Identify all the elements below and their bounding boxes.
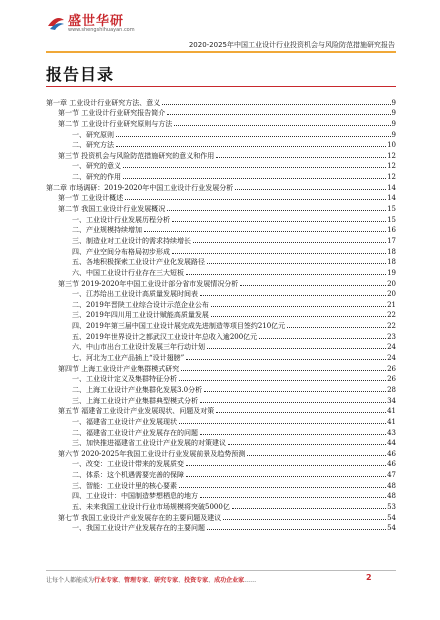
toc-leader-dots <box>207 263 386 264</box>
toc-leader-dots <box>144 231 386 232</box>
toc-leader-dots <box>186 476 386 477</box>
footer-divider <box>46 570 396 571</box>
toc-entry-page: 20 <box>387 290 396 299</box>
toc-entry-page: 43 <box>387 428 396 437</box>
toc-entry-title: 七、河北为工业产品插上“设计翅膀” <box>72 354 185 363</box>
footer-separator: 、 <box>178 577 185 584</box>
toc-entry-page: 12 <box>387 151 396 160</box>
toc-leader-dots <box>200 434 386 435</box>
toc-entry-title: 三、上海工业设计产业集群典型模式分析 <box>72 396 198 405</box>
footer-separator: 、 <box>118 577 125 584</box>
toc-entry[interactable] <box>46 117 396 128</box>
footer-separator: 、 <box>148 577 155 584</box>
toc-entry[interactable] <box>46 511 396 522</box>
toc-entry-page: 12 <box>387 173 396 182</box>
toc-entry[interactable] <box>46 468 396 479</box>
toc-entry[interactable] <box>46 458 396 469</box>
page-header <box>0 0 440 58</box>
toc-leader-dots <box>211 316 386 317</box>
toc-entry[interactable] <box>46 309 396 320</box>
toc-leader-dots <box>216 157 386 158</box>
toc-entry-page: 21 <box>387 300 396 309</box>
toc-entry[interactable] <box>46 213 396 224</box>
toc-entry[interactable] <box>46 437 396 448</box>
toc-leader-dots <box>232 508 386 509</box>
toc-entry[interactable] <box>46 405 396 416</box>
toc-entry[interactable] <box>46 362 396 373</box>
toc-entry-page: 48 <box>387 492 396 501</box>
toc-entry-page: 34 <box>387 396 396 405</box>
toc-entry[interactable] <box>46 426 396 437</box>
toc-entry-page: 10 <box>387 141 396 150</box>
toc-entry-title: 三、加快推进福建省工业设计产业发展的对策建议 <box>72 439 226 448</box>
footer-role: 行业专家 <box>94 577 119 584</box>
toc-entry[interactable] <box>46 107 396 118</box>
toc-entry-page: 24 <box>387 343 396 352</box>
toc-entry-page: 14 <box>387 183 396 192</box>
toc-entry-title: 五、2019年世界设计之都武汉工业设计年总收入逾200亿元 <box>72 332 258 341</box>
toc-leader-dots <box>240 285 386 286</box>
toc-entry-title: 第二节 工业设计行业研究原则与方法 <box>58 119 173 128</box>
toc-leader-dots <box>179 423 386 424</box>
toc-entry-page: 41 <box>387 407 396 416</box>
toc-entry[interactable] <box>46 490 396 501</box>
toc-entry-title: 一、研究的意义 <box>72 162 121 171</box>
footer-prefix: 让每个人都能成为 <box>46 577 95 584</box>
footer-roles <box>94 577 244 584</box>
toc-leader-dots <box>200 497 386 498</box>
toc-entry[interactable] <box>46 394 396 405</box>
toc-entry[interactable] <box>46 234 396 245</box>
toc-entry-page: 26 <box>387 375 396 384</box>
toc-leader-dots <box>204 391 386 392</box>
toc-entry[interactable] <box>46 288 396 299</box>
toc-leader-dots <box>186 359 386 360</box>
toc-leader-dots <box>228 444 386 445</box>
toc-entry-title: 第四节 上海工业设计产业集群模式研究 <box>58 364 180 373</box>
toc-entry[interactable] <box>46 245 396 256</box>
toc-entry-title: 第二章 市场调研：2019-2020年中国工业设计行业发展分析 <box>46 183 234 192</box>
toc-entry[interactable] <box>46 96 396 107</box>
toc-entry-page: 47 <box>387 471 396 480</box>
toc-entry-page: 9 <box>391 130 396 139</box>
toc-leader-dots <box>172 253 386 254</box>
toc-leader-dots <box>123 178 386 179</box>
toc-entry-page: 44 <box>387 439 396 448</box>
toc-entry-title: 第一节 工业设计行业研究报告简介 <box>58 109 166 118</box>
toc-entry-title: 第五节 福建省工业设计产业发展现状、问题及对策 <box>58 407 215 416</box>
toc-entry-title: 二、上海工业设计产业集群化发展3.0分析 <box>72 385 203 394</box>
toc-entry-page: 15 <box>387 215 396 224</box>
toc-leader-dots <box>223 519 386 520</box>
toc-leader-dots <box>162 104 390 105</box>
toc-entry-title: 第七节 我国工业设计产业发展存在的主要问题及建议 <box>58 513 222 522</box>
toc-entry-title: 三、2019年四川用工业设计赋能高质量发展 <box>72 311 209 320</box>
toc-entry[interactable] <box>46 341 396 352</box>
toc-entry[interactable] <box>46 373 396 384</box>
toc-entry[interactable] <box>46 415 396 426</box>
toc-entry-title: 三、制造业对工业设计的需求持续增长 <box>72 236 191 245</box>
toc-entry-page: 12 <box>387 162 396 171</box>
toc-entry-page: 20 <box>387 279 396 288</box>
toc-leader-dots <box>167 210 386 211</box>
toc-leader-dots <box>287 327 386 328</box>
toc-entry-page: 9 <box>391 119 396 128</box>
toc-entry-page: 54 <box>387 513 396 522</box>
toc-entry[interactable] <box>46 479 396 490</box>
toc-entry[interactable] <box>46 139 396 150</box>
toc-leader-dots <box>259 338 386 339</box>
toc-entry[interactable] <box>46 500 396 511</box>
footer-separator: 、 <box>208 577 215 584</box>
toc-entry-title: 六、中国工业设计行业存在三大短板 <box>72 268 184 277</box>
toc-entry[interactable] <box>46 149 396 160</box>
toc-entry[interactable] <box>46 192 396 203</box>
toc-entry-title: 四、工业设计：中国制造梦想栖息的地方 <box>72 492 198 501</box>
toc-entry-page: 17 <box>387 236 396 245</box>
toc-entry-title: 二、体系：这个机遇需要完善的保障 <box>72 471 184 480</box>
toc-entry-page: 48 <box>387 481 396 490</box>
toc-leader-dots <box>211 306 386 307</box>
toc-leader-dots <box>235 189 386 190</box>
toc-leader-dots <box>207 529 386 530</box>
toc-leader-dots <box>181 370 386 371</box>
toc-entry-page: 15 <box>387 205 396 214</box>
toc-entry-page: 54 <box>387 524 396 533</box>
toc-heading: 报告目录 <box>46 65 115 84</box>
toc-heading-divider <box>46 86 396 87</box>
toc-entry-title: 第一节 工业设计概述 <box>58 194 124 203</box>
toc-leader-dots <box>179 487 386 488</box>
toc-entry[interactable] <box>46 256 396 267</box>
toc-entry-page: 18 <box>387 247 396 256</box>
toc-entry-page: 23 <box>387 332 396 341</box>
header-divider <box>46 51 396 53</box>
toc-entry-title: 二、研究的作用 <box>72 173 121 182</box>
toc-leader-dots <box>123 167 386 168</box>
company-logo <box>46 8 166 38</box>
toc-entry[interactable] <box>46 522 396 533</box>
page-number: 2 <box>366 573 372 582</box>
toc-entry[interactable] <box>46 277 396 288</box>
toc-entry[interactable] <box>46 181 396 192</box>
toc-entry-page: 9 <box>391 98 396 107</box>
footer-role: 管理专家 <box>124 577 149 584</box>
toc-entry[interactable] <box>46 447 396 458</box>
toc-entry-page: 16 <box>387 226 396 235</box>
toc-entry-title: 一、研究原则 <box>72 130 114 139</box>
toc-entry-title: 二、2019年晋陕工业综合设计示范企业公布 <box>72 300 209 309</box>
toc-entry-title: 三、智能：工业设计里的核心要素 <box>72 481 177 490</box>
toc-leader-dots <box>125 199 386 200</box>
toc-entry[interactable] <box>46 128 396 139</box>
toc-entry-page: 26 <box>387 364 396 373</box>
toc-entry-page: 22 <box>387 311 396 320</box>
toc-entry-page: 22 <box>387 322 396 331</box>
toc-leader-dots <box>186 274 386 275</box>
toc-entry[interactable] <box>46 170 396 181</box>
toc-leader-dots <box>116 136 391 137</box>
toc-entry-page: 9 <box>391 109 396 118</box>
toc-entry[interactable] <box>46 298 396 309</box>
toc-entry-title: 二、产业规模持续增加 <box>72 226 142 235</box>
toc-leader-dots <box>174 125 390 126</box>
report-title: 2020-2025年中国工业设计行业投资机会与风险防范措施研究报告 <box>188 41 395 49</box>
toc-entry-page: 24 <box>387 354 396 363</box>
toc-entry[interactable] <box>46 319 396 330</box>
toc-entry-title: 第六节 2020-2025年我国工业设计行业发展前景及趋势预测 <box>58 449 246 458</box>
toc-leader-dots <box>186 465 386 466</box>
toc-entry-page: 46 <box>387 460 396 469</box>
toc-entry-title: 第一章 工业设计行业研究方法、意义 <box>46 98 161 107</box>
toc-leader-dots <box>179 380 386 381</box>
table-of-contents <box>46 96 396 532</box>
toc-entry-title: 六、中山市出台工业设计发展三年行动计划 <box>72 343 205 352</box>
logo-icon <box>46 12 66 32</box>
toc-leader-dots <box>167 114 390 115</box>
toc-entry-page: 28 <box>387 385 396 394</box>
logo-text: 盛世华研 <box>68 14 125 29</box>
toc-leader-dots <box>200 295 386 296</box>
toc-entry[interactable] <box>46 266 396 277</box>
toc-entry[interactable] <box>46 330 396 341</box>
toc-leader-dots <box>193 242 386 243</box>
footer-role: 研究专家 <box>154 577 179 584</box>
toc-entry-title: 第三节 2019-2020年中国工业设计部分省市发展情况分析 <box>58 279 239 288</box>
toc-entry-title: 一、工业设计行业发展历程分析 <box>72 215 170 224</box>
toc-entry-title: 一、福建省工业设计产业发展现状 <box>72 417 177 426</box>
footer-suffix: …… <box>244 577 257 584</box>
toc-entry-page: 53 <box>387 502 396 511</box>
toc-entry-title: 一、工业设计定义及集群特征分析 <box>72 375 177 384</box>
toc-entry-title: 一、我国工业设计产业发展存在的主要问题 <box>72 524 205 533</box>
toc-entry-title: 五、未来我国工业设计行业市场规模将突破5000亿 <box>72 502 230 511</box>
toc-leader-dots <box>216 412 386 413</box>
toc-leader-dots <box>116 146 386 147</box>
toc-entry[interactable] <box>46 202 396 213</box>
toc-entry-title: 四、2019年第三届中国工业设计展完成先进制造等项目签约210亿元 <box>72 322 286 331</box>
footer-role: 成功企业家 <box>214 577 245 584</box>
toc-entry[interactable] <box>46 351 396 362</box>
toc-entry-title: 第二节 我国工业设计行业发展概况 <box>58 205 166 214</box>
toc-leader-dots <box>247 455 386 456</box>
toc-entry-title: 第三节 投资机会与风险防范措施研究的意义和作用 <box>58 151 215 160</box>
toc-entry-page: 19 <box>387 268 396 277</box>
toc-entry-title: 二、研究方法 <box>72 141 114 150</box>
toc-entry-page: 14 <box>387 194 396 203</box>
toc-leader-dots <box>200 402 386 403</box>
toc-leader-dots <box>172 221 386 222</box>
toc-entry-title: 四、产业空间分布格局初步形成 <box>72 247 170 256</box>
toc-entry-page: 46 <box>387 449 396 458</box>
footer-role: 投资专家 <box>184 577 209 584</box>
toc-entry-title: 二、福建省工业设计产业发展存在的问题 <box>72 428 198 437</box>
toc-entry[interactable] <box>46 224 396 235</box>
toc-leader-dots <box>207 348 386 349</box>
toc-entry-title: 一、江苏给出工业设计高质量发展时间表 <box>72 290 198 299</box>
toc-entry[interactable] <box>46 160 396 171</box>
toc-entry-page: 41 <box>387 417 396 426</box>
toc-entry-page: 18 <box>387 258 396 267</box>
footer-slogan <box>46 575 256 584</box>
toc-entry[interactable] <box>46 383 396 394</box>
logo-url: www.shengshihuayan.com <box>68 27 135 33</box>
toc-entry-title: 五、各地积极探索工业设计产业化发展路径 <box>72 258 205 267</box>
toc-entry-title: 一、改变：工业设计带来的发展质变 <box>72 460 184 469</box>
